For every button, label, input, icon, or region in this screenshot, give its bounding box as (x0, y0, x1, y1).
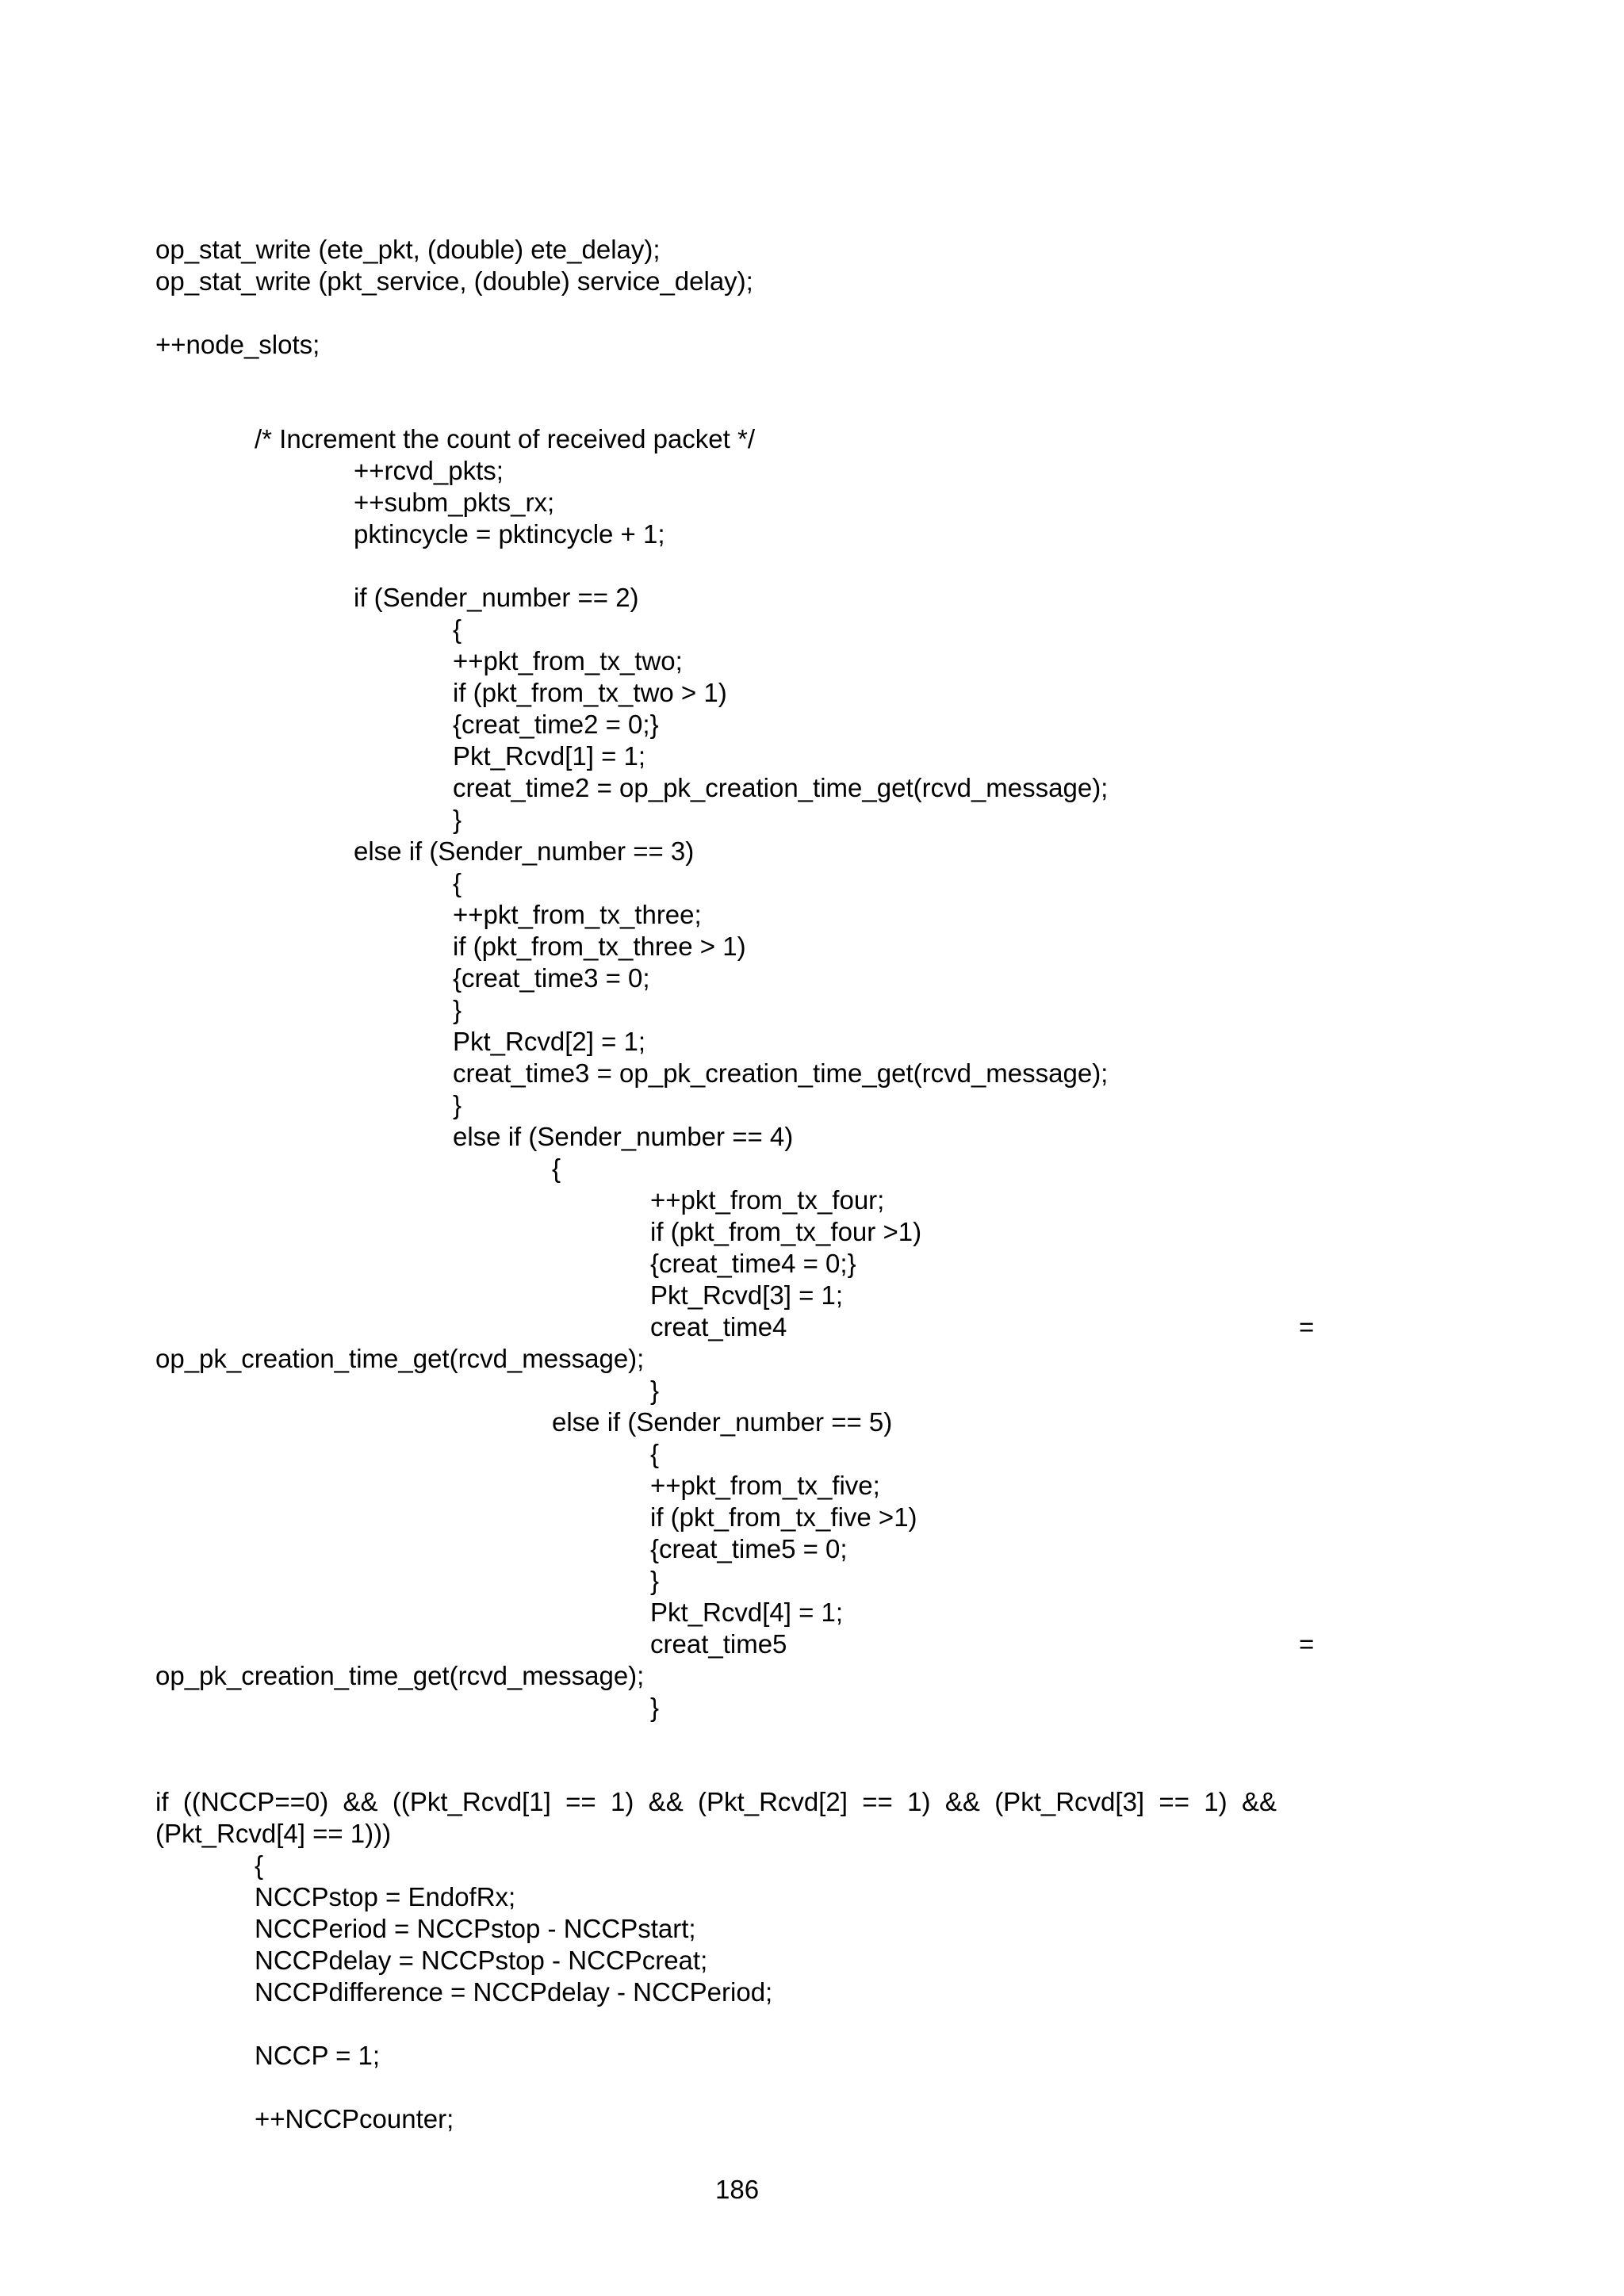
code-line: op_pk_creation_time_get(rcvd_message); (155, 1661, 645, 1690)
code-line: if (Sender_number == 2) (354, 583, 639, 612)
code-line: {creat_time3 = 0; (453, 963, 650, 993)
code-line: Pkt_Rcvd[2] = 1; (453, 1027, 646, 1056)
code-line: {creat_time5 = 0; (650, 1534, 848, 1563)
code-line: {creat_time2 = 0;} (453, 710, 659, 739)
code-line: { (453, 868, 462, 897)
code-line: (Pkt_Rcvd[4] == 1))) (155, 1819, 392, 1848)
code-line: {creat_time4 = 0;} (650, 1249, 856, 1278)
code-line: { (453, 614, 462, 644)
code-line: ++rcvd_pkts; (354, 456, 504, 485)
code-line: op_pk_creation_time_get(rcvd_message); (155, 1344, 645, 1373)
code-line: ++NCCPcounter; (255, 2104, 454, 2133)
code-line: } (650, 1566, 660, 1595)
code-line: ++pkt_from_tx_two; (453, 646, 683, 675)
page-number: 186 (715, 2175, 760, 2204)
code-line: ++node_slots; (155, 330, 320, 359)
code-line: } (453, 805, 462, 834)
code-line: else if (Sender_number == 5) (552, 1407, 893, 1437)
code-line: /* Increment the count of received packet */ (255, 424, 756, 453)
code-line: Pkt_Rcvd[3] = 1; (650, 1280, 844, 1310)
code-line: if (pkt_from_tx_five >1) (650, 1502, 917, 1532)
code-line: ++subm_pkts_rx; (354, 488, 555, 517)
code-line: Pkt_Rcvd[1] = 1; (453, 741, 646, 771)
code-line: NCCPdelay = NCCPstop - NCCPcreat; (255, 1946, 708, 1975)
code-line: NCCP = 1; (255, 2041, 381, 2070)
code-line: NCCPeriod = NCCPstop - NCCPstart; (255, 1914, 696, 1943)
code-line: creat_time3 = op_pk_creation_time_get(rcvd_message); (453, 1058, 1109, 1088)
code-line: ++pkt_from_tx_five; (650, 1471, 880, 1500)
code-line: } (453, 995, 462, 1024)
code-line: { (650, 1439, 660, 1468)
code-line: Pkt_Rcvd[4] = 1; (650, 1598, 844, 1627)
code-line: { (255, 1850, 264, 1880)
code-line: if (pkt_from_tx_four >1) (650, 1217, 922, 1246)
code-line: creat_time2 = op_pk_creation_time_get(rcvd_message); (453, 773, 1109, 802)
code-line: } (453, 1090, 462, 1119)
code-line: } (650, 1376, 660, 1405)
code-line: op_stat_write (pkt_service, (double) service_delay); (155, 266, 753, 296)
code-line: if (pkt_from_tx_three > 1) (453, 932, 746, 961)
code-line: op_stat_write (ete_pkt, (double) ete_delay); (155, 235, 661, 264)
code-line: if (pkt_from_tx_two > 1) (453, 678, 727, 707)
code-line: else if (Sender_number == 3) (354, 836, 695, 866)
equals-sign: = (1299, 1312, 1315, 1341)
code-line: ++pkt_from_tx_four; (650, 1185, 885, 1215)
code-line: } (650, 1693, 660, 1722)
code-line: else if (Sender_number == 4) (453, 1122, 794, 1151)
code-line: creat_time5 (650, 1629, 787, 1659)
code-line: NCCPdifference = NCCPdelay - NCCPeriod; (255, 1977, 773, 2007)
code-line: { (552, 1154, 561, 1183)
code-line: if ((NCCP==0) && ((Pkt_Rcvd[1] == 1) && (Pkt_Rcvd[2] == 1) && (Pkt_Rcvd[3] == 1) && (155, 1787, 1277, 1816)
equals-sign: = (1299, 1629, 1315, 1659)
code-line: ++pkt_from_tx_three; (453, 900, 702, 929)
code-line: pktincycle = pktincycle + 1; (354, 519, 665, 549)
code-line: creat_time4 (650, 1312, 787, 1341)
code-line: NCCPstop = EndofRx; (255, 1882, 516, 1911)
